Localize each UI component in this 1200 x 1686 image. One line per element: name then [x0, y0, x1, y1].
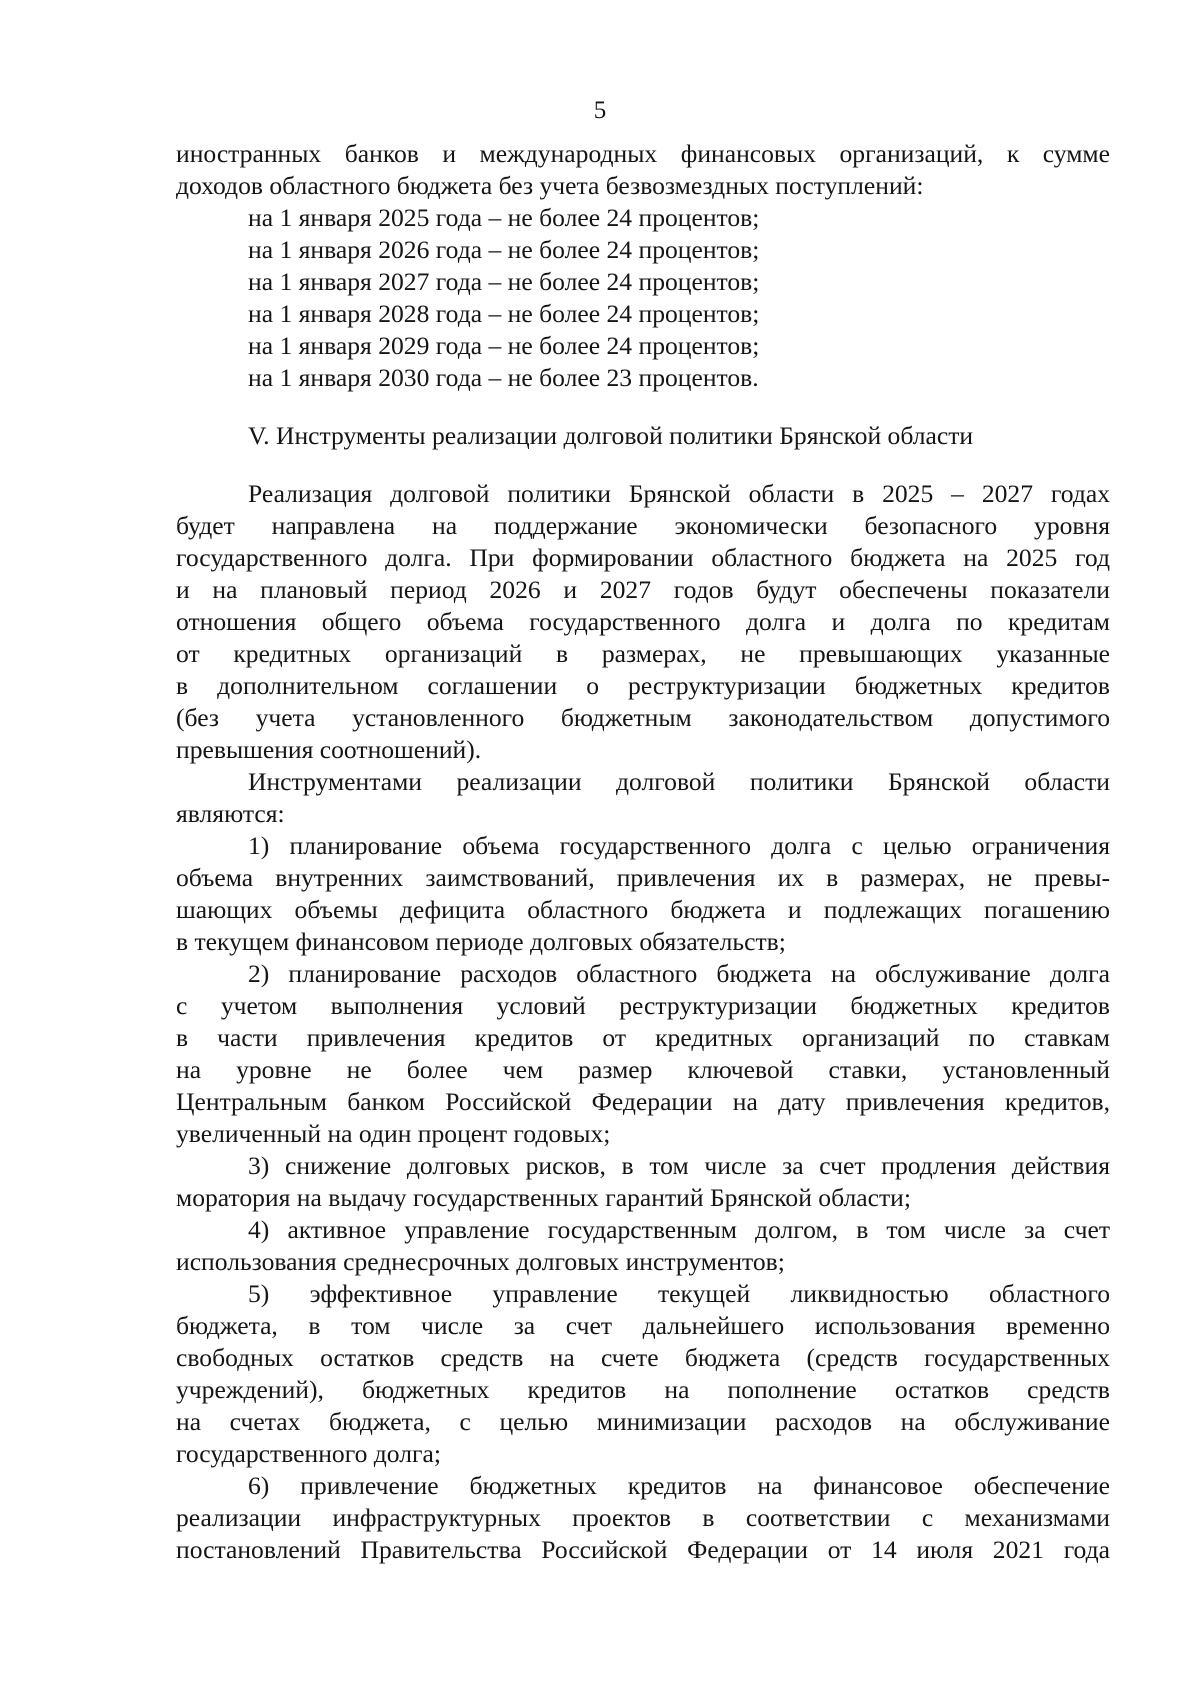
text-line: 4) активное управление государственным долгом, в том числе за счет — [248, 1215, 1110, 1244]
text-line: Реализация долговой политики Брянской области в 2025 – 2027 годах — [248, 479, 1110, 508]
text-line: 3) снижение долговых рисков, в том числе за счет продления действия — [248, 1151, 1110, 1180]
text-line: отношения общего объема государственного долга и долга по кредитам — [176, 607, 1110, 636]
text-line: 5) эффективное управление текущей ликвидностью областного — [248, 1279, 1110, 1308]
text-line: и на плановый период 2026 и 2027 годов будут обеспечены показатели — [176, 575, 1110, 604]
text-line: 1) планирование объема государственного долга с целью ограничения — [248, 831, 1110, 860]
list-item-2 — [176, 958, 1110, 1150]
text-line: реализации инфраструктурных проектов в соответствии с механизмами — [176, 1503, 1110, 1532]
text-line: 6) привлечение бюджетных кредитов на финансовое обеспечение — [248, 1471, 1110, 1500]
text-line: Инструментами реализации долговой политики Брянской области — [248, 767, 1110, 796]
text-line: использования среднесрочных долговых инструментов; — [176, 1247, 785, 1276]
section-heading: V. Инструменты реализации долговой политики Брянской области — [248, 421, 974, 450]
text-line: в дополнительном соглашении о реструктуризации бюджетных кредитов — [176, 671, 1110, 700]
list-item-1 — [176, 830, 1110, 958]
text-line: превышения соотношений). — [176, 735, 482, 764]
text-line: от кредитных организаций в размерах, не превышающих указанные — [176, 639, 1110, 668]
text-line: доходов областного бюджета без учета безвозмездных поступлений: — [176, 171, 924, 200]
text-line: объема внутренних заимствований, привлечения их в размерах, не превы- — [176, 863, 1110, 892]
list-item-6 — [176, 1470, 1110, 1566]
debt-target-item: на 1 января 2025 года – не более 24 процентов; — [248, 203, 760, 232]
text-line: в текущем финансовом периоде долговых обязательств; — [176, 927, 786, 956]
text-line: (без учета установленного бюджетным законодательством допустимого — [176, 703, 1110, 732]
text-line: 2) планирование расходов областного бюджета на обслуживание долга — [248, 959, 1110, 988]
debt-targets-list — [176, 202, 1110, 394]
list-item-4 — [176, 1214, 1110, 1278]
text-line: в части привлечения кредитов от кредитных организаций по ставкам — [176, 1023, 1110, 1052]
list-item-5 — [176, 1278, 1110, 1470]
text-line: иностранных банков и международных финансовых организаций, к сумме — [176, 139, 1110, 168]
text-line: свободных остатков средств на счете бюджета (средств государственных — [176, 1343, 1110, 1372]
list-item-3 — [176, 1150, 1110, 1214]
debt-target-item: на 1 января 2028 года – не более 24 процентов; — [248, 299, 760, 328]
text-line: учреждений), бюджетных кредитов на пополнение остатков средств — [176, 1375, 1110, 1404]
text-line: являются: — [176, 799, 285, 828]
text-line: на уровне не более чем размер ключевой ставки, установленный — [176, 1055, 1110, 1084]
text-line: моратория на выдачу государственных гарантий Брянской области; — [176, 1183, 911, 1212]
text-line: бюджета, в том числе за счет дальнейшего использования временно — [176, 1311, 1110, 1340]
text-line: шающих объемы дефицита областного бюджета и подлежащих погашению — [176, 895, 1110, 924]
debt-target-item: на 1 января 2027 года – не более 24 процентов; — [248, 267, 760, 296]
document-body — [176, 138, 1110, 1566]
text-line: государственного долга. При формировании областного бюджета на 2025 год — [176, 543, 1110, 572]
page-number: 5 — [593, 97, 607, 124]
text-line: с учетом выполнения условий реструктуризации бюджетных кредитов — [176, 991, 1110, 1020]
text-line: постановлений Правительства Российской Федерации от 14 июля 2021 года — [176, 1535, 1110, 1564]
text-line: будет направлена на поддержание экономически безопасного уровня — [176, 511, 1110, 540]
debt-target-item: на 1 января 2030 года – не более 23 процентов. — [248, 363, 759, 392]
debt-target-item: на 1 января 2029 года – не более 24 процентов; — [248, 331, 760, 360]
paragraph-instruments-intro — [176, 766, 1110, 830]
text-line: увеличенный на один процент годовых; — [176, 1119, 611, 1148]
text-line: Центральным банком Российской Федерации на дату привлечения кредитов, — [176, 1087, 1110, 1116]
debt-target-item: на 1 января 2026 года – не более 24 процентов; — [248, 235, 760, 264]
text-line: на счетах бюджета, с целью минимизации расходов на обслуживание — [176, 1407, 1110, 1436]
text-line: государственного долга; — [176, 1439, 441, 1468]
intro-paragraph — [176, 138, 1110, 202]
paragraph-implementation — [176, 478, 1110, 766]
